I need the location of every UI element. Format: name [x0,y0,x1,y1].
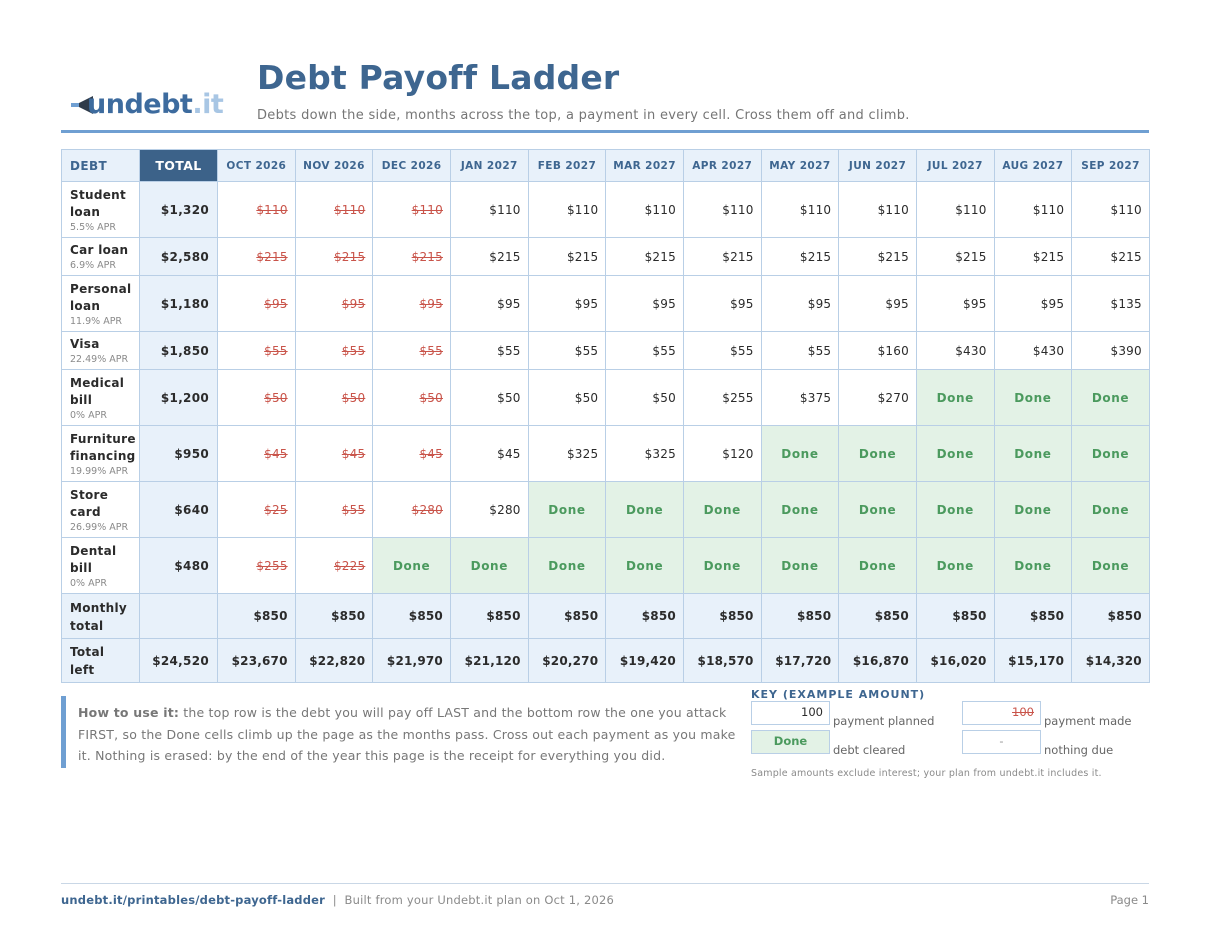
summary-value-cell: $850 [761,594,839,639]
month-column-header: JAN 2027 [450,150,528,182]
planned-payment-cell: $95 [994,276,1072,332]
debt-total-cell: $480 [140,538,218,594]
summary-value-cell: $14,320 [1072,639,1150,683]
done-cell: Done [373,538,451,594]
footer-url-link[interactable]: undebt.it/printables/debt-payoff-ladder [61,893,326,907]
month-column-header: FEB 2027 [528,150,606,182]
total-column-header: TOTAL [140,150,218,182]
debt-name-cell [62,538,140,594]
planned-payment-cell: $325 [528,426,606,482]
done-cell: Done [761,426,839,482]
key-made-sample: 100 [962,701,1041,725]
paid-payment-cell: $225 [295,538,373,594]
debt-name: Store card [70,487,109,519]
debt-total-cell: $1,320 [140,182,218,238]
planned-payment-cell: $55 [528,332,606,370]
paid-payment-cell: $255 [218,538,296,594]
done-cell: Done [916,538,994,594]
logo-tld: .it [192,89,224,120]
summary-value-cell: $850 [839,594,917,639]
key-title: KEY (EXAMPLE AMOUNT) [751,688,926,701]
summary-label-cell [62,594,140,639]
month-column-header: MAR 2027 [606,150,684,182]
summary-value-cell: $850 [295,594,373,639]
done-cell: Done [839,482,917,538]
debt-name-cell [62,238,140,276]
planned-payment-cell: $110 [528,182,606,238]
key-done-sample: Done [751,730,830,754]
done-cell: Done [994,482,1072,538]
planned-payment-cell: $95 [606,276,684,332]
table-row [62,370,1150,426]
table-row [62,538,1150,594]
summary-value-cell: $850 [994,594,1072,639]
done-cell: Done [761,538,839,594]
planned-payment-cell: $215 [994,238,1072,276]
planned-payment-cell: $160 [839,332,917,370]
payoff-ladder-table [61,149,1150,683]
debt-apr: 19.99% APR [70,465,129,477]
month-column-header: MAY 2027 [761,150,839,182]
planned-payment-cell: $120 [683,426,761,482]
done-cell: Done [839,426,917,482]
planned-payment-cell: $215 [839,238,917,276]
planned-payment-cell: $430 [994,332,1072,370]
paid-payment-cell: $50 [218,370,296,426]
planned-payment-cell: $135 [1072,276,1150,332]
debt-apr: 5.5% APR [70,221,116,233]
undebt-logo [69,85,229,125]
key-done-label: debt cleared [833,743,906,757]
planned-payment-cell: $215 [606,238,684,276]
done-cell: Done [528,482,606,538]
debt-apr: 0% APR [70,577,107,589]
done-cell: Done [994,538,1072,594]
summary-value-cell: $21,120 [450,639,528,683]
table-row [62,276,1150,332]
planned-payment-cell: $55 [761,332,839,370]
planned-payment-cell: $430 [916,332,994,370]
done-cell: Done [450,538,528,594]
paid-payment-cell: $55 [295,332,373,370]
paid-payment-cell: $50 [373,370,451,426]
month-column-header: NOV 2026 [295,150,373,182]
paid-payment-cell: $280 [373,482,451,538]
summary-value-cell: $16,870 [839,639,917,683]
how-to-body: the top row is the debt you will pay off LAST and the bottom row the one you attack FIRST, so the Done cells climb up the page as the months pass. Cross out each payment as you make it. Nothing is erased: by the end of the year this page is the receipt for everything you did. [78,705,736,763]
planned-payment-cell: $50 [450,370,528,426]
page-title: Debt Payoff Ladder [257,58,620,97]
summary-total-cell: $24,520 [140,639,218,683]
debt-name: Student loan [70,187,127,219]
table-row [62,182,1150,238]
how-to-use-note [61,696,736,768]
planned-payment-cell: $95 [450,276,528,332]
debt-name: Medical bill [70,375,125,407]
paid-payment-cell: $45 [218,426,296,482]
done-cell: Done [1072,370,1150,426]
planned-payment-cell: $50 [606,370,684,426]
debt-name: Furniture financing [70,431,136,463]
debt-name: Personal loan [70,281,132,313]
done-cell: Done [1072,538,1150,594]
debt-total-cell: $950 [140,426,218,482]
debt-name-cell [62,482,140,538]
debt-apr: 22.49% APR [70,354,129,365]
done-cell: Done [916,370,994,426]
planned-payment-cell: $95 [839,276,917,332]
summary-label-cell [62,639,140,683]
done-cell: Done [606,538,684,594]
table-row [62,426,1150,482]
planned-payment-cell: $110 [916,182,994,238]
debt-total-cell: $1,200 [140,370,218,426]
summary-value-cell: $850 [683,594,761,639]
footer-built-note: Built from your Undebt.it plan on Oct 1, 2026 [344,893,615,907]
paid-payment-cell: $110 [218,182,296,238]
planned-payment-cell: $55 [606,332,684,370]
done-cell: Done [528,538,606,594]
done-cell: Done [683,538,761,594]
paid-payment-cell: $110 [373,182,451,238]
summary-value-cell: $23,670 [218,639,296,683]
month-column-header: APR 2027 [683,150,761,182]
table-row [62,332,1150,370]
planned-payment-cell: $325 [606,426,684,482]
debt-total-cell: $640 [140,482,218,538]
paid-payment-cell: $95 [218,276,296,332]
planned-payment-cell: $55 [683,332,761,370]
summary-value-cell: $850 [528,594,606,639]
debt-apr: 6.9% APR [70,260,116,271]
footer-divider [61,883,1149,884]
summary-label: Monthly total [70,600,128,633]
page-header [61,55,1149,135]
planned-payment-cell: $215 [916,238,994,276]
paid-payment-cell: $95 [295,276,373,332]
paid-payment-cell: $45 [295,426,373,482]
debt-total-cell: $1,180 [140,276,218,332]
planned-payment-cell: $215 [450,238,528,276]
month-column-header: JUN 2027 [839,150,917,182]
done-cell: Done [916,482,994,538]
planned-payment-cell: $110 [839,182,917,238]
summary-value-cell: $16,020 [916,639,994,683]
header-divider [61,130,1149,133]
logo-word: undebt [87,89,193,120]
debt-name-cell [62,426,140,482]
summary-value-cell: $850 [916,594,994,639]
planned-payment-cell: $55 [450,332,528,370]
debt-apr: 0% APR [70,409,107,421]
planned-payment-cell: $375 [761,370,839,426]
paid-payment-cell: $55 [295,482,373,538]
planned-payment-cell: $50 [528,370,606,426]
planned-payment-cell: $110 [1072,182,1150,238]
debt-apr: 26.99% APR [70,521,129,533]
done-cell: Done [839,538,917,594]
planned-payment-cell: $390 [1072,332,1150,370]
paid-payment-cell: $50 [295,370,373,426]
summary-value-cell: $22,820 [295,639,373,683]
summary-value-cell: $15,170 [994,639,1072,683]
footer [61,893,614,907]
table-row [62,238,1150,276]
summary-value-cell: $17,720 [761,639,839,683]
planned-payment-cell: $215 [761,238,839,276]
key-none-sample: - [962,730,1041,754]
month-column-header: DEC 2026 [373,150,451,182]
summary-value-cell: $18,570 [683,639,761,683]
summary-value-cell: $19,420 [606,639,684,683]
done-cell: Done [761,482,839,538]
planned-payment-cell: $110 [994,182,1072,238]
legend-key [751,686,1151,786]
done-cell: Done [994,426,1072,482]
how-to-lead: How to use it: [78,705,180,720]
debt-name: Dental bill [70,543,117,575]
table-row [62,482,1150,538]
planned-payment-cell: $270 [839,370,917,426]
planned-payment-cell: $110 [683,182,761,238]
debt-name: Car loan [70,243,129,257]
paid-payment-cell: $215 [295,238,373,276]
planned-payment-cell: $110 [606,182,684,238]
debt-name-cell [62,370,140,426]
key-planned-label: payment planned [833,714,935,728]
debt-total-cell: $2,580 [140,238,218,276]
planned-payment-cell: $95 [761,276,839,332]
done-cell: Done [994,370,1072,426]
summary-total-cell [140,594,218,639]
table-body [62,182,1150,683]
planned-payment-cell: $110 [761,182,839,238]
planned-payment-cell: $110 [450,182,528,238]
paid-payment-cell: $25 [218,482,296,538]
summary-value-cell: $850 [218,594,296,639]
debt-name-cell [62,332,140,370]
summary-value-cell: $850 [373,594,451,639]
planned-payment-cell: $255 [683,370,761,426]
month-column-header: JUL 2027 [916,150,994,182]
month-column-header: SEP 2027 [1072,150,1150,182]
key-made-label: payment made [1044,714,1132,728]
summary-value-cell: $850 [450,594,528,639]
planned-payment-cell: $215 [683,238,761,276]
key-none-label: nothing due [1044,743,1114,757]
month-column-header: OCT 2026 [218,150,296,182]
month-column-header: AUG 2027 [994,150,1072,182]
summary-value-cell: $21,970 [373,639,451,683]
done-cell: Done [1072,426,1150,482]
key-planned-sample: 100 [751,701,830,725]
planned-payment-cell: $45 [450,426,528,482]
planned-payment-cell: $215 [1072,238,1150,276]
total-left-row [62,639,1150,683]
debt-name-cell [62,276,140,332]
monthly-total-row [62,594,1150,639]
paid-payment-cell: $55 [373,332,451,370]
done-cell: Done [606,482,684,538]
paid-payment-cell: $95 [373,276,451,332]
summary-label: Total left [70,645,105,677]
summary-value-cell: $20,270 [528,639,606,683]
planned-payment-cell: $215 [528,238,606,276]
paid-payment-cell: $215 [373,238,451,276]
paid-payment-cell: $55 [218,332,296,370]
table-header-row [62,150,1150,182]
page-number: Page 1 [1110,893,1149,907]
debt-column-header: DEBT [62,150,140,182]
done-cell: Done [683,482,761,538]
planned-payment-cell: $280 [450,482,528,538]
debt-name: Visa [70,337,100,351]
done-cell: Done [1072,482,1150,538]
paid-payment-cell: $45 [373,426,451,482]
planned-payment-cell: $95 [683,276,761,332]
debt-apr: 11.9% APR [70,315,123,327]
debt-name-cell [62,182,140,238]
done-cell: Done [916,426,994,482]
planned-payment-cell: $95 [528,276,606,332]
summary-value-cell: $850 [606,594,684,639]
key-note: Sample amounts exclude interest; your plan from undebt.it includes it. [751,768,1102,779]
paid-payment-cell: $110 [295,182,373,238]
debt-total-cell: $1,850 [140,332,218,370]
planned-payment-cell: $95 [916,276,994,332]
paid-payment-cell: $215 [218,238,296,276]
summary-value-cell: $850 [1072,594,1150,639]
page-subtitle: Debts down the side, months across the top, a payment in every cell. Cross them off and climb. [257,108,910,123]
footer-separator: | [325,893,345,907]
